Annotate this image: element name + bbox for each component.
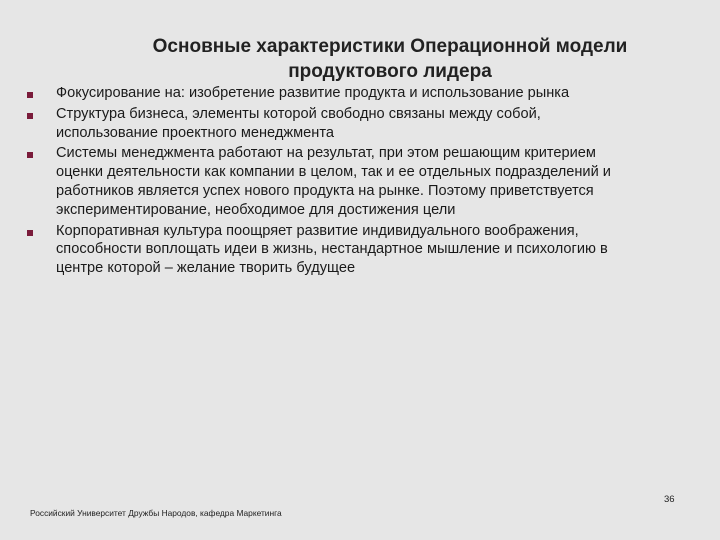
bullet-line: использование проектного менеджмента [56, 124, 334, 141]
bullet-item-structure [22, 105, 687, 143]
bullet-line: Системы менеджмента работают на результат, при этом решающим критерием [56, 145, 596, 162]
square-bullet-icon [27, 230, 33, 236]
bullet-item-management-systems [22, 144, 687, 219]
bullet-line: Фокусирование на: изобретение развитие продукта и использование рынка [56, 85, 570, 101]
bullet-line: работников является успех нового продукта на рынке. Поэтому приветствуется [56, 182, 594, 199]
slide-title [40, 34, 720, 84]
bullet-line: экспериментирование, необходимое для достижения цели [56, 201, 456, 218]
bullet-line: Структура бизнеса, элементы которой свободно связаны между собой, [56, 105, 541, 122]
bullet-line: способности воплощать идеи в жизнь, нестандартное мышление и психологию в [56, 241, 608, 258]
footer-university: Российский Университет Дружбы Народов, кафедра Маркетинга [30, 508, 282, 518]
square-bullet-icon [27, 152, 33, 158]
bullet-line: оценки деятельности как компании в целом, так и ее отдельных подразделений и [56, 164, 611, 181]
bullet-line: центре которой – желание творить будущее [56, 260, 356, 277]
slide-title-line-2: продуктового лидера [288, 61, 492, 82]
slide-title-line-1: Основные характеристики Операционной модели [152, 36, 628, 57]
square-bullet-icon [27, 92, 33, 98]
square-bullet-icon [27, 113, 33, 119]
bullet-line: Корпоративная культура поощряет развитие индивидуального воображения, [56, 222, 579, 239]
page-number: 36 [664, 494, 675, 505]
bullet-item-corporate-culture [22, 222, 687, 278]
bullet-list [22, 84, 687, 280]
bullet-item-focus [22, 84, 687, 103]
